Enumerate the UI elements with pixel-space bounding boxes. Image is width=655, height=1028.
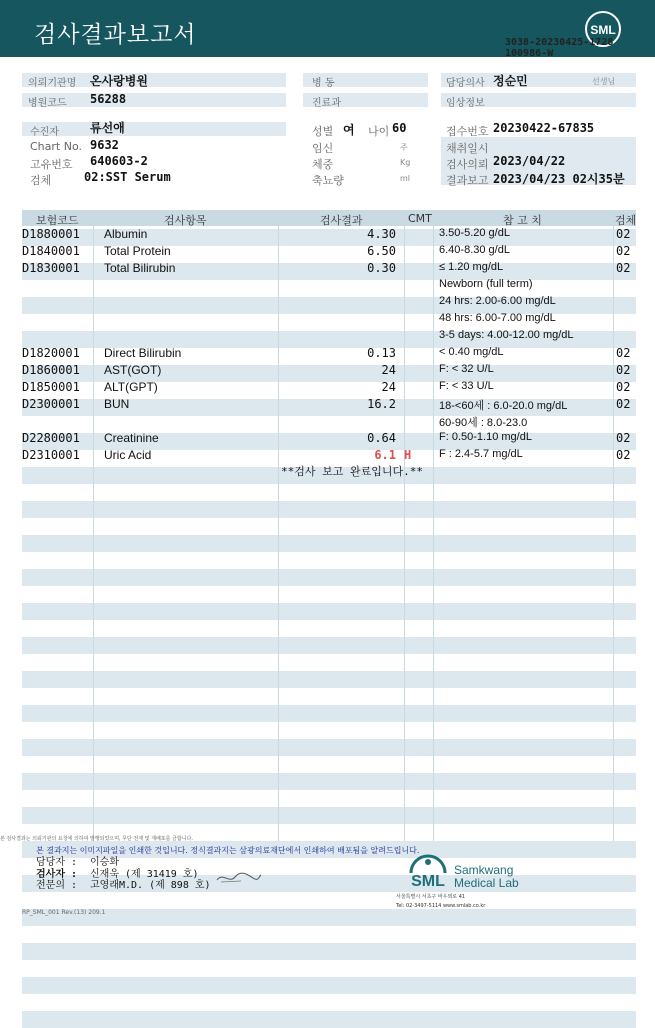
incharge-value: 이승화 xyxy=(90,857,119,868)
form-code: RP_SML_001 Rev.(13) 209.1 xyxy=(22,909,106,916)
header-reference: 참 고 치 xyxy=(503,214,542,227)
row-item: BUN xyxy=(104,397,130,411)
row-code: D1830001 xyxy=(22,261,80,275)
col-divider xyxy=(93,210,94,841)
table-stripe xyxy=(22,603,636,620)
row-specimen: 02 xyxy=(616,244,631,258)
row-item: Total Protein xyxy=(104,244,171,258)
company-name xyxy=(454,864,519,890)
col-divider xyxy=(404,210,405,841)
row-result: 24 xyxy=(381,363,396,377)
table-stripe xyxy=(22,807,636,824)
incharge-label: 담당자 : xyxy=(36,857,78,868)
specialist-value: 고영래M.D. (제 898 호) xyxy=(90,880,211,891)
footer-logo-text: SML xyxy=(411,873,445,890)
patient-row-bg xyxy=(22,122,286,136)
row-reference: 24 hrs: 2.00-6.00 mg/dL xyxy=(439,295,556,307)
row-code: D1820001 xyxy=(22,346,80,360)
table-stripe xyxy=(22,773,636,790)
dept-label: 진료과 xyxy=(312,98,341,109)
urine-label: 축뇨량 xyxy=(312,174,344,187)
row-code: D2300001 xyxy=(22,397,80,411)
row-reference: F: < 32 U/L xyxy=(439,363,494,375)
doctor-label: 담당의사 xyxy=(446,78,485,89)
row-reference: F : 2.4-5.7 mg/dL xyxy=(439,448,523,460)
table-stripe xyxy=(22,1011,636,1028)
report-complete-text: **검사 보고 완료입니다.** xyxy=(281,465,423,478)
row-code: D1880001 xyxy=(22,227,80,241)
logo-text: SML xyxy=(590,23,616,37)
table-stripe xyxy=(22,705,636,722)
table-stripe xyxy=(22,501,636,518)
sex-label: 성별 xyxy=(312,125,334,138)
col-divider xyxy=(278,210,279,841)
row-result: 24 xyxy=(381,380,396,394)
row-reference: F: < 33 U/L xyxy=(439,380,494,392)
tester-label: 검사자 : xyxy=(36,869,78,880)
weight-label: 체중 xyxy=(312,158,334,171)
sex-value: 여 xyxy=(343,123,355,137)
weight-unit: Kg xyxy=(400,158,411,167)
signature-icon xyxy=(215,868,263,886)
pregnancy-unit: 주 xyxy=(400,143,408,152)
report-label: 결과보고 xyxy=(446,174,489,187)
row-code: D2310001 xyxy=(22,448,80,462)
row-reference: 18-<60세 : 6.0-20.0 mg/dL xyxy=(439,400,568,412)
table-stripe xyxy=(22,943,636,960)
receipt-label: 접수번호 xyxy=(446,125,489,138)
col-divider xyxy=(613,210,614,841)
receipt-value: 20230422-67835 xyxy=(493,121,595,135)
table-stripe xyxy=(22,569,636,586)
row-item: Creatinine xyxy=(104,431,159,445)
row-item: Total Bilirubin xyxy=(104,261,176,275)
hospital-value: 온사랑병원 xyxy=(90,74,148,88)
specimen-label: 검체 xyxy=(30,174,52,187)
document-id-line-1: 3038-20230425-1728 xyxy=(505,37,614,48)
document-id-line-2: 100986-W xyxy=(505,48,554,59)
pregnancy-label: 임신 xyxy=(312,142,334,155)
row-code: D1860001 xyxy=(22,363,80,377)
urine-unit: ml xyxy=(400,174,411,183)
row-reference: 3.50-5.20 g/dL xyxy=(439,227,510,239)
request-label: 검사의뢰 xyxy=(446,158,489,171)
row-result: 6.50 xyxy=(367,244,396,258)
hospital-label: 의뢰기관명 xyxy=(28,78,77,89)
row-result: 4.30 xyxy=(367,227,396,241)
row-item: ALT(GPT) xyxy=(104,380,158,394)
row-reference: 60-90세 : 8.0-23.0 xyxy=(439,417,528,429)
row-reference: F: 0.50-1.10 mg/dL xyxy=(439,431,532,443)
row-specimen: 02 xyxy=(616,261,631,275)
company-address: 서울특별시 서초구 바우뫼로 41 xyxy=(396,894,466,900)
clinical-label: 임상정보 xyxy=(446,98,485,109)
table-stripe xyxy=(22,671,636,688)
row-specimen: 02 xyxy=(616,448,631,462)
document-id xyxy=(505,37,613,59)
row-result: 0.30 xyxy=(367,261,396,275)
row-reference: Newborn (full term) xyxy=(439,278,533,290)
row-code: D1840001 xyxy=(22,244,80,258)
row-result: 0.13 xyxy=(367,346,396,360)
hospital-code-label: 병원코드 xyxy=(28,98,67,109)
report-value: 2023/04/23 02시35분 xyxy=(493,172,625,186)
chart-no-label: Chart No. xyxy=(30,140,82,153)
row-specimen: 02 xyxy=(616,397,631,411)
table-stripe xyxy=(22,739,636,756)
patient-value: 류선애 xyxy=(90,121,125,135)
notice-blue: 본 결과지는 이미지파일을 인쇄한 것입니다. 정식결과지는 삼광의료재단에서 인쇄하여 배포됨을 알려드립니다. xyxy=(36,846,420,855)
header-item: 검사항목 xyxy=(164,214,207,227)
row-item: AST(GOT) xyxy=(104,363,162,377)
row-specimen: 02 xyxy=(616,346,631,360)
row-reference: < 0.40 mg/dL xyxy=(439,346,504,358)
company-name-line-1: Samkwang xyxy=(454,863,514,877)
company-tel: Tel: 02-3497-5114 www.smlab.co.kr xyxy=(396,903,486,909)
doctor-value: 정순민 xyxy=(493,74,528,88)
row-specimen: 02 xyxy=(616,431,631,445)
row-specimen: 02 xyxy=(616,363,631,377)
row-item: Direct Bilirubin xyxy=(104,346,182,360)
row-specimen: 02 xyxy=(616,380,631,394)
tester-value: 신재욱 (제 31419 호) xyxy=(90,869,199,880)
header-result: 검사결과 xyxy=(320,214,363,227)
row-specimen: 02 xyxy=(616,227,631,241)
unique-no-value: 640603-2 xyxy=(90,154,148,168)
row-item: Albumin xyxy=(104,227,148,241)
row-flag: H xyxy=(404,448,412,462)
row-result: 0.64 xyxy=(367,431,396,445)
hospital-code-value: 56288 xyxy=(90,92,127,106)
specialist-label: 전문의 : xyxy=(36,880,78,891)
age-label: 나이 xyxy=(368,125,390,138)
row-code: D1850001 xyxy=(22,380,80,394)
row-result: 16.2 xyxy=(367,397,396,411)
specimen-value: 02:SST Serum xyxy=(84,170,171,184)
table-stripe xyxy=(22,977,636,994)
page-title: 검사결과보고서 xyxy=(34,22,197,48)
row-result: 6.1 xyxy=(374,448,396,462)
unique-no-label: 고유번호 xyxy=(30,158,73,171)
request-value: 2023/04/22 xyxy=(493,154,566,168)
row-item: Uric Acid xyxy=(104,448,152,462)
row-reference: 48 hrs: 6.00-7.00 mg/dL xyxy=(439,312,556,324)
age-value: 60 xyxy=(392,121,407,135)
ward-label: 병 동 xyxy=(312,78,335,89)
row-code: D2280001 xyxy=(22,431,80,445)
row-reference: 3-5 days: 4.00-12.00 mg/dL xyxy=(439,329,574,341)
header-specimen: 검체 xyxy=(615,214,637,227)
table-stripe xyxy=(22,637,636,654)
header-cmt: CMT xyxy=(408,212,432,225)
row-reference: 6.40-8.30 g/dL xyxy=(439,244,510,256)
collect-label: 채취일시 xyxy=(446,142,489,155)
doctor-suffix: 선생님 xyxy=(592,77,616,86)
table-stripe xyxy=(22,535,636,552)
col-divider xyxy=(433,210,434,841)
notice-small: 본 검사결과는 의뢰기관의 요청에 의하여 발행되었으며, 무단 전재 및 재배포를 금합니다. xyxy=(0,836,193,842)
table-stripe xyxy=(22,909,636,926)
company-name-line-2: Medical Lab xyxy=(454,876,519,890)
patient-label: 수진자 xyxy=(30,127,59,138)
row-reference: ≤ 1.20 mg/dL xyxy=(439,261,504,273)
chart-no-value: 9632 xyxy=(90,138,119,152)
header-code: 보험코드 xyxy=(36,214,79,227)
